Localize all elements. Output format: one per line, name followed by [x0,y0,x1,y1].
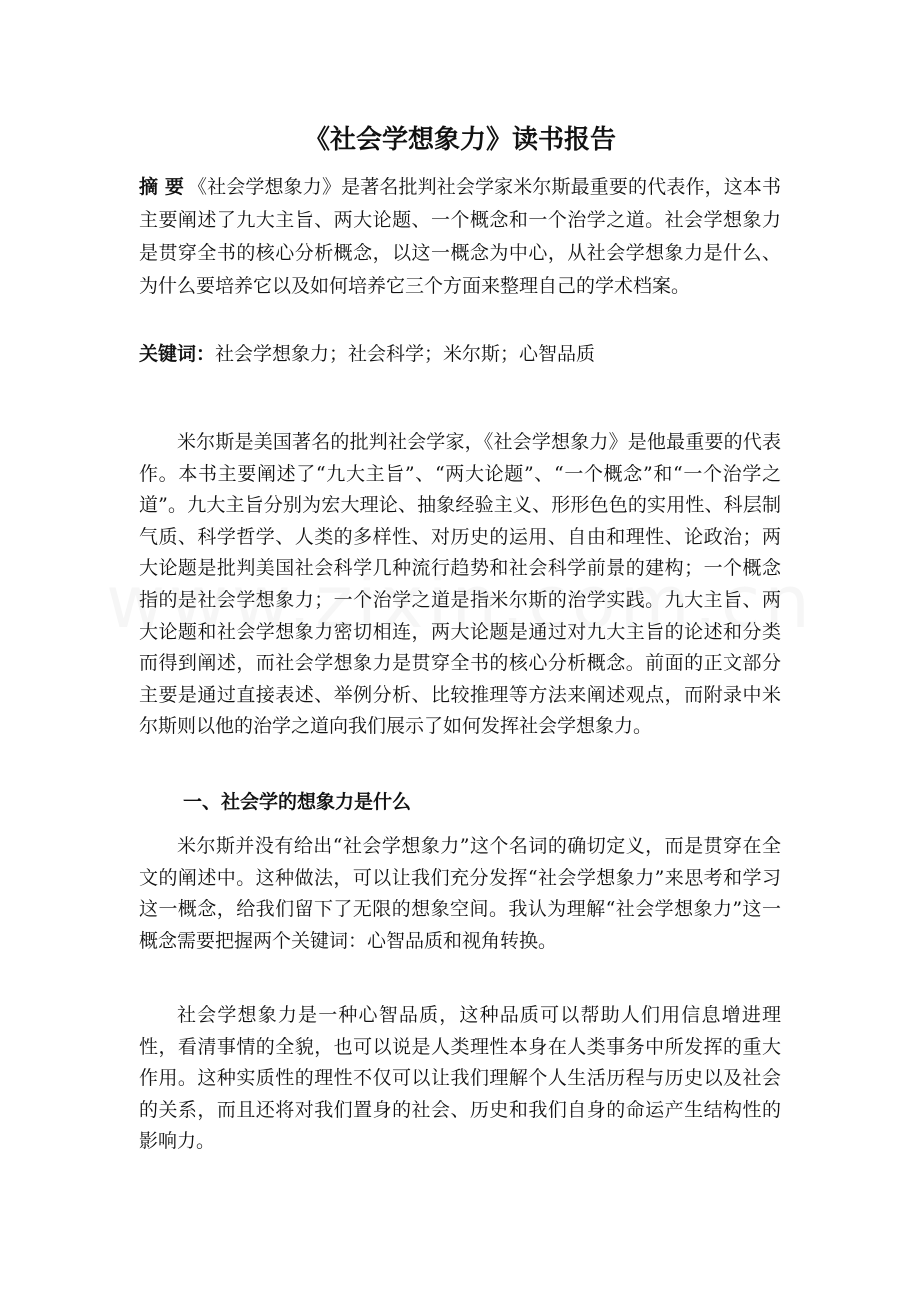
abstract-text: 《社会学想象力》是著名批判社会学家米尔斯最重要的代表作，这本书主要阐述了九大主旨、两大论题、一个概念和一个治学之道。社会学想象力是贯穿全书的核心分析概念，以这一概念为中心，从社会学想象力是什么、为什么要培养它以及如何培养它三个方面来整理自己的学术档案。 [139,176,781,297]
page-title: 《社会学想象力》读书报告 [303,125,616,155]
body-paragraph-intro: 米尔斯是美国著名的批判社会学家，《社会学想象力》是他最重要的代表作。本书主要阐述了“九大主旨”、“两大论题”、“一个概念”和“一个治学之道”。九大主旨分别为宏大理论、抽象经验主义、形形色色的实用性、科层制气质、科学哲学、人类的多样性、对历史的运用、自由和理性、论政治；两大论题是批判美国社会科学几种流行趋势和社会科学前景的建构；一个概念指的是社会学想象力；一个治学之道是指米尔斯的治学实践。九大主旨、两大论题和社会学想象力密切相连，两大论题是通过对九大主旨的论述和分类而得到阐述，而社会学想象力是贯穿全书的核心分析概念。前面的正文部分主要是通过直接表述、举例分析、比较推理等方法来阐述观点，而附录中米尔斯则以他的治学之道向我们展示了如何发挥社会学想象力。 [139,431,781,738]
section-heading: 一、社会学的想象力是什么 [183,791,412,813]
body-paragraph-definition: 米尔斯并没有给出“社会学想象力”这个名词的确切定义，而是贯穿在全文的阐述中。这种做法，可以让我们充分发挥“社会学想象力”来思考和学习这一概念，给我们留下了无限的想象空间。我认为理解“社会学想象力”这一概念需要把握两个关键词：心智品质和视角转换。 [139,835,781,952]
body-paragraph-mind-quality: 社会学想象力是一种心智品质，这种品质可以帮助人们用信息增进理性，看清事情的全貌，也可以说是人类理性本身在人类事务中所发挥的重大作用。这种实质性的理性不仅可以让我们理解个人生活历程与历史以及社会的关系，而且还将对我们置身的社会、历史和我们自身的命运产生结构性的影响力。 [139,1004,781,1153]
keywords-text: 社会学想象力；社会科学；米尔斯；心智品质 [215,343,596,365]
abstract [139,171,781,303]
abstract-label: 摘 要 [139,176,185,198]
keywords-label: 关键词： [139,343,216,365]
keywords [139,338,781,371]
